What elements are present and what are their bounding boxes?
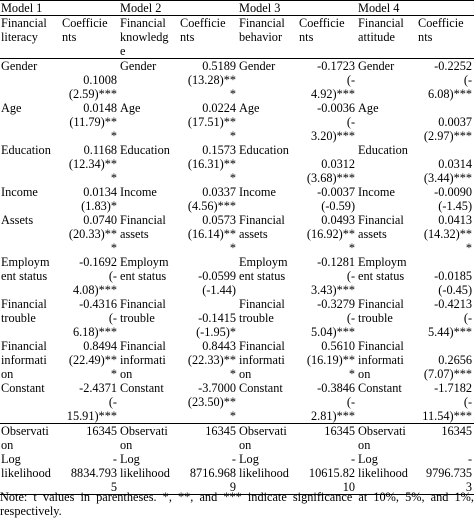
stat-value [179, 452, 238, 495]
variable-name [357, 185, 417, 213]
table-row [0, 381, 474, 424]
variable-name-text: Financial informati on [239, 339, 285, 381]
variable-name-text: Age [120, 101, 141, 115]
variable-name [119, 381, 179, 424]
stat-value-text: - 9796.735 3 [425, 452, 473, 494]
variable-name-text: Financial trouble [120, 297, 166, 325]
stat-value [298, 424, 357, 453]
coefficient-value-text: 0.0337 (4.56)*** [187, 185, 237, 213]
stat-label [357, 424, 417, 453]
coefficients-header [61, 16, 119, 59]
coefficient-value-text: 0.0148 (11.79)** * [69, 101, 118, 143]
coefficient-value [417, 297, 474, 339]
variable-name [119, 143, 179, 185]
column-header-row [0, 16, 474, 59]
model-header: Model 4 [357, 1, 474, 16]
coefficient-value [298, 59, 357, 102]
coefficient-value-text: -2.4371 (- 15.91)*** [66, 381, 118, 423]
variable-name-text: Constant [1, 381, 45, 395]
variable-name-text: Income [239, 185, 276, 199]
variable-name-text: Gender [239, 59, 276, 73]
variable-name-text: Financial assets [358, 213, 404, 241]
stat-label [119, 424, 179, 453]
model-header: Model 3 [238, 1, 357, 16]
stat-label [238, 452, 298, 495]
variable-name-text: Financial assets [239, 213, 285, 241]
coefficient-value [179, 381, 238, 424]
coefficient-value-text: 0.0134 (1.83)* [81, 185, 118, 213]
coefficient-value [61, 339, 119, 381]
variable-name [357, 339, 417, 381]
coefficients-header-text: Coefficie nts [299, 16, 345, 44]
coefficient-value [179, 101, 238, 143]
table-row [0, 297, 474, 339]
table-row [0, 255, 474, 297]
variable-name-text: Constant [358, 381, 402, 395]
dependent-variable-header-text: Financial attitude [358, 16, 404, 44]
stat-value-text: 16345 [441, 424, 473, 438]
variable-name [119, 339, 179, 381]
variable-name-text: Income [1, 185, 38, 199]
table-row [0, 143, 474, 185]
coefficient-value-text: -0.0185 (-0.45) [434, 269, 473, 297]
stat-value-text: 16345 [86, 424, 118, 438]
variable-name-text: Gender [120, 59, 157, 73]
table-row [0, 185, 474, 213]
coefficient-value-text: -0.0037 (-0.59) [317, 185, 356, 213]
variable-name [238, 381, 298, 424]
coefficient-value-text: -3.7000 (23.50)** * [187, 381, 237, 423]
variable-name [238, 185, 298, 213]
coefficient-value [298, 339, 357, 381]
stat-value [417, 452, 474, 495]
variable-name [119, 213, 179, 255]
model-header: Model 2 [119, 1, 238, 16]
variable-name [238, 213, 298, 255]
coefficient-value-text: 0.8443 (22.33)** * [187, 339, 237, 381]
table-row [0, 101, 474, 143]
stat-value [417, 424, 474, 453]
coefficient-value-text: 0.8494 (22.49)** * [68, 339, 118, 381]
stat-label [238, 424, 298, 453]
variable-name-text: Employm ent status [358, 255, 407, 283]
coefficient-value-text: 0.0037 (2.97)*** [423, 115, 473, 143]
coefficient-value-text: 0.0314 (3.44)*** [423, 157, 473, 185]
coefficient-value [417, 143, 474, 185]
coefficient-value [417, 185, 474, 213]
coefficient-value [61, 59, 119, 102]
variable-name [238, 297, 298, 339]
coefficient-value [417, 213, 474, 255]
coefficient-value-text: -0.3279 (- 5.04)*** [310, 297, 356, 339]
variable-name [0, 339, 61, 381]
variable-name-text: Gender [1, 59, 38, 73]
variable-name [357, 381, 417, 424]
variable-name [357, 59, 417, 102]
variable-name [0, 185, 61, 213]
variable-name [357, 143, 417, 185]
coefficient-value [179, 297, 238, 339]
variable-name [0, 381, 61, 424]
variable-name [0, 143, 61, 185]
variable-name-text: Income [120, 185, 157, 199]
stats-row [0, 452, 474, 495]
coefficient-value-text: 0.5189 (13.28)** * [187, 59, 237, 101]
model-header-row [0, 1, 474, 16]
stat-label [357, 452, 417, 495]
coefficient-value-text: 0.1008 (2.59)*** [68, 73, 118, 101]
stat-label-text: Log likelihood [1, 452, 51, 480]
coefficient-value-text: 0.0413 (14.32)** * [423, 213, 473, 255]
coefficient-value-text: -0.1415 (-1.95)* [196, 311, 237, 339]
variable-name [357, 101, 417, 143]
coefficient-value [179, 339, 238, 381]
variable-name [119, 185, 179, 213]
stat-value-text: 16345 [205, 424, 237, 438]
coefficient-value-text: -0.1723 (- 4.92)*** [310, 59, 356, 101]
variable-name-text: Financial assets [120, 213, 166, 241]
coefficient-value [179, 59, 238, 102]
variable-name-text: Employm ent status [120, 255, 169, 283]
stat-label-text: Observati on [239, 424, 287, 452]
coefficients-header [298, 16, 357, 59]
variable-name [0, 255, 61, 297]
variable-name-text: Education [239, 143, 289, 157]
stats-row [0, 424, 474, 453]
dependent-variable-header-text: Financial knowledg e [120, 16, 169, 58]
variable-name-text: Education [120, 143, 170, 157]
stat-value [61, 424, 119, 453]
variable-name [119, 297, 179, 339]
dependent-variable-header-text: Financial literacy [1, 16, 47, 44]
coefficient-value [298, 143, 357, 185]
stat-label-text: Observati on [358, 424, 406, 452]
variable-name [0, 101, 61, 143]
coefficient-value-text: -0.1281 (- 3.43)*** [310, 255, 356, 297]
variable-name-text: Financial trouble [239, 297, 285, 325]
coefficient-value [61, 381, 119, 424]
coefficient-value [417, 339, 474, 381]
coefficient-value [61, 213, 119, 255]
coefficient-value-text: -0.3846 (- 2.81)*** [310, 381, 356, 423]
variable-name-text: Income [358, 185, 395, 199]
variable-name [0, 297, 61, 339]
stat-value-text: - 10615.82 10 [308, 452, 356, 494]
model-header: Model 1 [0, 1, 119, 16]
coefficient-value-text: -0.0599 (-1.44) [198, 269, 237, 297]
coefficient-value [417, 59, 474, 102]
coefficient-value-text: 0.0573 (16.14)** * [187, 213, 237, 255]
variable-name-text: Financial informati on [120, 339, 166, 381]
variable-name-text: Financial informati on [358, 339, 404, 381]
coefficient-value [179, 143, 238, 185]
coefficient-value-text: 0.0493 (16.92)** * [306, 213, 356, 255]
coefficients-header-text: Coefficie nts [418, 16, 464, 44]
variable-name [238, 143, 298, 185]
dependent-variable-header [357, 16, 417, 59]
variable-name [0, 213, 61, 255]
coefficient-value [179, 213, 238, 255]
variable-name [357, 213, 417, 255]
stat-label-text: Observati on [120, 424, 168, 452]
variable-name-text: Education [358, 143, 408, 157]
stat-label-text: Observati on [1, 424, 49, 452]
coefficient-value-text: 0.5610 (16.19)** * [306, 339, 356, 381]
dependent-variable-header [0, 16, 61, 59]
coefficient-value [179, 185, 238, 213]
coefficients-header-text: Coefficie nts [62, 16, 108, 44]
coefficient-value [298, 185, 357, 213]
variable-name-text: Age [239, 101, 260, 115]
stat-label [0, 452, 61, 495]
variable-name-text: Employm ent status [1, 255, 50, 283]
coefficient-value [417, 255, 474, 297]
coefficient-value-text: 0.1573 (16.31)** * [187, 143, 237, 185]
coefficient-value-text: 0.0224 (17.51)** * [187, 101, 237, 143]
coefficient-value-text: -0.1692 (- 4.08)*** [72, 255, 118, 297]
coefficient-value [179, 255, 238, 297]
variable-name-text: Financial informati on [1, 339, 47, 381]
dependent-variable-header [119, 16, 179, 59]
variable-name-text: Constant [120, 381, 164, 395]
dependent-variable-header [238, 16, 298, 59]
coefficients-header [417, 16, 474, 59]
stat-label [0, 424, 61, 453]
table-row [0, 339, 474, 381]
variable-name-text: Financial trouble [358, 297, 404, 325]
variable-name [357, 255, 417, 297]
variable-name [238, 255, 298, 297]
coefficient-value-text: 0.0312 (3.68)*** [306, 157, 356, 185]
variable-name-text: Education [1, 143, 51, 157]
variable-name [238, 339, 298, 381]
variable-name-text: Constant [239, 381, 283, 395]
coefficient-value [61, 101, 119, 143]
coefficient-value-text: -0.2252 (- 6.08)*** [428, 59, 473, 101]
variable-name [0, 59, 61, 102]
variable-name [357, 297, 417, 339]
coefficient-value-text: 0.2656 (7.07)*** [423, 353, 473, 381]
stat-label [119, 452, 179, 495]
stat-label-text: Log likelihood [358, 452, 408, 480]
coefficient-value [298, 101, 357, 143]
stat-value-text: 16345 [324, 424, 356, 438]
stat-value [61, 452, 119, 495]
dependent-variable-header-text: Financial behavior [239, 16, 285, 44]
coefficient-value [298, 297, 357, 339]
coefficient-value [417, 381, 474, 424]
coefficient-value [61, 255, 119, 297]
variable-name-text: Age [1, 101, 22, 115]
coefficient-value-text: -0.4213 (- 5.44)*** [428, 297, 473, 339]
variable-name-text: Financial trouble [1, 297, 47, 325]
stat-value [179, 424, 238, 453]
coefficient-value-text: -0.4316 (- 6.18)*** [72, 297, 118, 339]
coefficient-value [298, 381, 357, 424]
variable-name [119, 255, 179, 297]
stat-value-text: - 8716.968 9 [189, 452, 237, 494]
stat-value [298, 452, 357, 495]
coefficient-value-text: 0.1168 (12.34)** * [68, 143, 118, 185]
coefficient-value-text: -1.7182 (- 11.54)*** [422, 381, 473, 423]
coefficient-value [298, 255, 357, 297]
variable-name-text: Gender [358, 59, 395, 73]
stat-label-text: Log likelihood [239, 452, 289, 480]
stat-label-text: Log likelihood [120, 452, 170, 480]
variable-name [238, 59, 298, 102]
coefficient-value [61, 297, 119, 339]
coefficient-value-text: -0.0090 (-1.45) [434, 185, 473, 213]
variable-name-text: Assets [1, 213, 34, 227]
coefficient-value [61, 143, 119, 185]
variable-name [238, 101, 298, 143]
stat-value-text: - 8834.793 5 [70, 452, 118, 494]
variable-name-text: Employm ent status [239, 255, 288, 283]
coefficient-value [298, 213, 357, 255]
coefficient-value [417, 101, 474, 143]
coefficients-header-text: Coefficie nts [180, 16, 226, 44]
coefficient-value-text: -0.0036 (- 3.20)*** [310, 101, 356, 143]
variable-name [119, 101, 179, 143]
variable-name-text: Age [358, 101, 379, 115]
variable-name [119, 59, 179, 102]
coefficient-value [61, 185, 119, 213]
coefficient-value-text: 0.0740 (20.33)** * [68, 213, 118, 255]
table-note: Note: t values in parentheses. *, **, and *** indicate significance at 10%, 5%, and 1%, respectively. [0, 490, 474, 518]
coefficients-header [179, 16, 238, 59]
table-row [0, 213, 474, 255]
table-row [0, 59, 474, 102]
